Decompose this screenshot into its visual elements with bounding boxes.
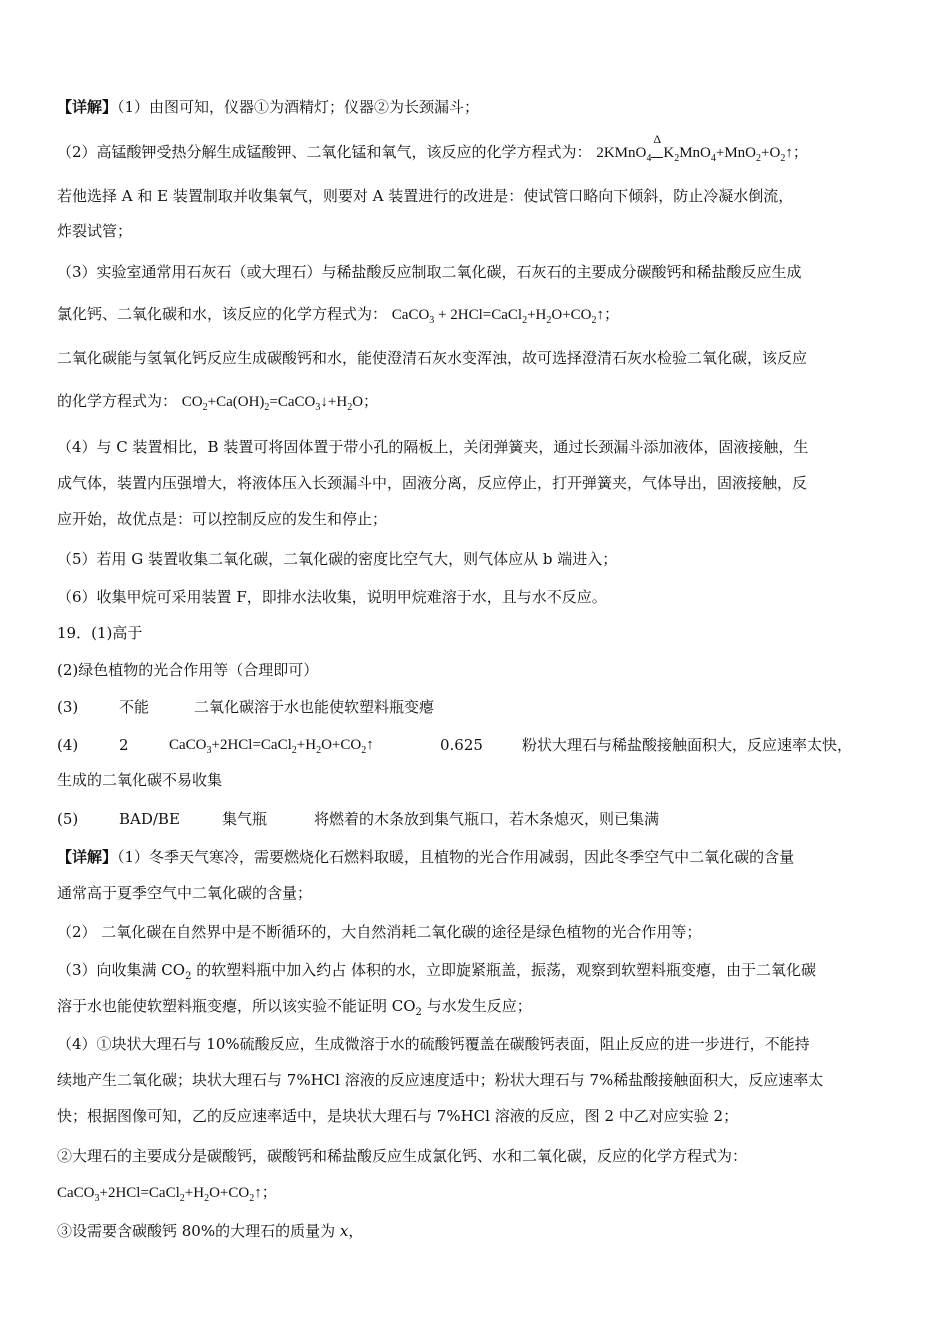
s18-p2: （2）高锰酸钾受热分解生成锰酸钾、二氧化锰和氧气，该反应的化学方程式为： 2KMnO$_4$ Δ $K_2MnO_4+MnO_2+O_2↑$； [57, 132, 808, 164]
co2-caoh2-equation: $CO_2+Ca(OH)_2=CaCO_3↓+H_2O$； [181, 394, 379, 413]
s18-p3b: 炸裂试管； [57, 222, 133, 240]
s18-p7: 的化学方程式为： $CO_2+Ca(OH)_2=CaCO_3↓+H_2O$； [57, 392, 379, 413]
q19-d6: ③设需要含碳酸钙 80%的大理石的质量为 x， [57, 1222, 364, 1240]
kmno4-equation: 2KMnO$_4$ Δ $K_2MnO_4+MnO_2+O_2↑$； [596, 132, 808, 164]
caco3-hcl-equation: CaCO$_3$ + $2HCl=CaCl_2+H_2O+CO_2↑$； [391, 307, 620, 326]
q19-d2: （2） 二氧化碳在自然界中是不断循环的，大自然消耗二氧化碳的途径是绿色植物的光合作用等； [57, 923, 702, 941]
q19-a5: (5) BAD/BE 集气瓶 将燃着的木条放到集气瓶口，若木条熄灭，则已集满 [57, 810, 660, 828]
detail-tag: 【详解】 [57, 98, 118, 116]
q19-head: 19．(1)高于 [57, 624, 143, 642]
s18-p4: （3）实验室通常用石灰石（或大理石）与稀盐酸反应制取二氧化碳，石灰石的主要成分碳酸钙和稀盐酸反应生成 [57, 263, 802, 281]
s18-p3: 若他选择 A 和 E 装置制取并收集氧气，则要对 A 装置进行的改进是：使试管口略向下倾斜，防止冷凝水倒流， [57, 187, 794, 205]
q19-d4c: 快；根据图像可知，乙的反应速率适中，是块状大理石与 7%HCl 溶液的反应，图 2 中乙对应实验 2； [57, 1107, 739, 1125]
s18-p6: 二氧化碳能与氢氧化钙反应生成碳酸钙和水，能使澄清石灰水变浑浊，故可选择澄清石灰水检验二氧化碳，该反应 [57, 349, 808, 367]
s18-p5: 氯化钙、二氧化碳和水，该反应的化学方程式为： CaCO$_3$ + $2HCl=CaCl_2+H_2O+CO_2↑$； [57, 305, 620, 326]
q19-d4: （4）①块状大理石与 10%硫酸反应，生成微溶于水的硫酸钙覆盖在碳酸钙表面，阻止反应的进一步进行，不能持 [57, 1035, 810, 1053]
s18-p9: （5）若用 G 装置收集二氧化碳，二氧化碳的密度比空气大，则气体应从 b 端进入； [57, 550, 618, 568]
q19-a2: (2)绿色植物的光合作用等（合理即可） [57, 661, 319, 679]
q19-d3c: 溶于水也能使软塑料瓶变瘪，所以该实验不能证明 $CO_2$ 与水发生反应； [57, 997, 532, 1018]
s18-p8c: 应开始，故优点是：可以控制反应的发生和停止； [57, 510, 388, 528]
q19-d5: ②大理石的主要成分是碳酸钙，碳酸钙和稀盐酸反应生成氯化钙、水和二氧化碳，反应的化学方程式为： [57, 1147, 748, 1165]
q19-a4: (4) 2 $CaCO_3+2HCl=CaCl_2+H_2O+CO_2↑$ 0.625 粉状大理石与稀盐酸接触面积大，反应速率太快， [57, 736, 853, 756]
s18-p1: 【详解】（1）由图可知，仪器①为酒精灯；仪器②为长颈漏斗； [57, 98, 480, 116]
q19-d5-equation: $CaCO_3+2HCl=CaCl_2+H_2O+CO_2↑$； [57, 1185, 277, 1204]
q19-a3: (3) 不能 二氧化碳溶于水也能使软塑料瓶变瘪 [57, 698, 435, 716]
q19-a4b: 生成的二氧化碳不易收集 [57, 771, 223, 789]
q19-d3: （3）向收集满 $CO_2$ 的软塑料瓶中加入约占 体积的水，立即旋紧瓶盖，振荡，观察到软塑料瓶变瘪，由于二氧化碳 [57, 961, 817, 982]
s18-p8b: 成气体，装置内压强增大，将液体压入长颈漏斗中，固液分离，反应停止，打开弹簧夹，气体导出，固液接触，反 [57, 474, 808, 492]
s18-p8: （4）与 C 装置相比，B 装置可将固体置于带小孔的隔板上，关闭弹簧夹，通过长颈漏斗添加液体，固液接触，生 [57, 438, 809, 456]
q19-d1: 【详解】（1）冬季天气寒冷，需要燃烧化石燃料取暖，且植物的光合作用减弱，因此冬季空气中二氧化碳的含量 [57, 848, 795, 866]
s18-p10: （6）收集甲烷可采用装置 F，即排水法收集，说明甲烷难溶于水，且与水不反应。 [57, 588, 607, 606]
q19-d4b: 续地产生二氧化碳；块状大理石与 7%HCl 溶液的反应速度适中；粉状大理石与 7%稀盐酸接触面积大，反应速率太 [57, 1071, 824, 1089]
q19-d1b: 通常高于夏季空气中二氧化碳的含量； [57, 884, 313, 902]
